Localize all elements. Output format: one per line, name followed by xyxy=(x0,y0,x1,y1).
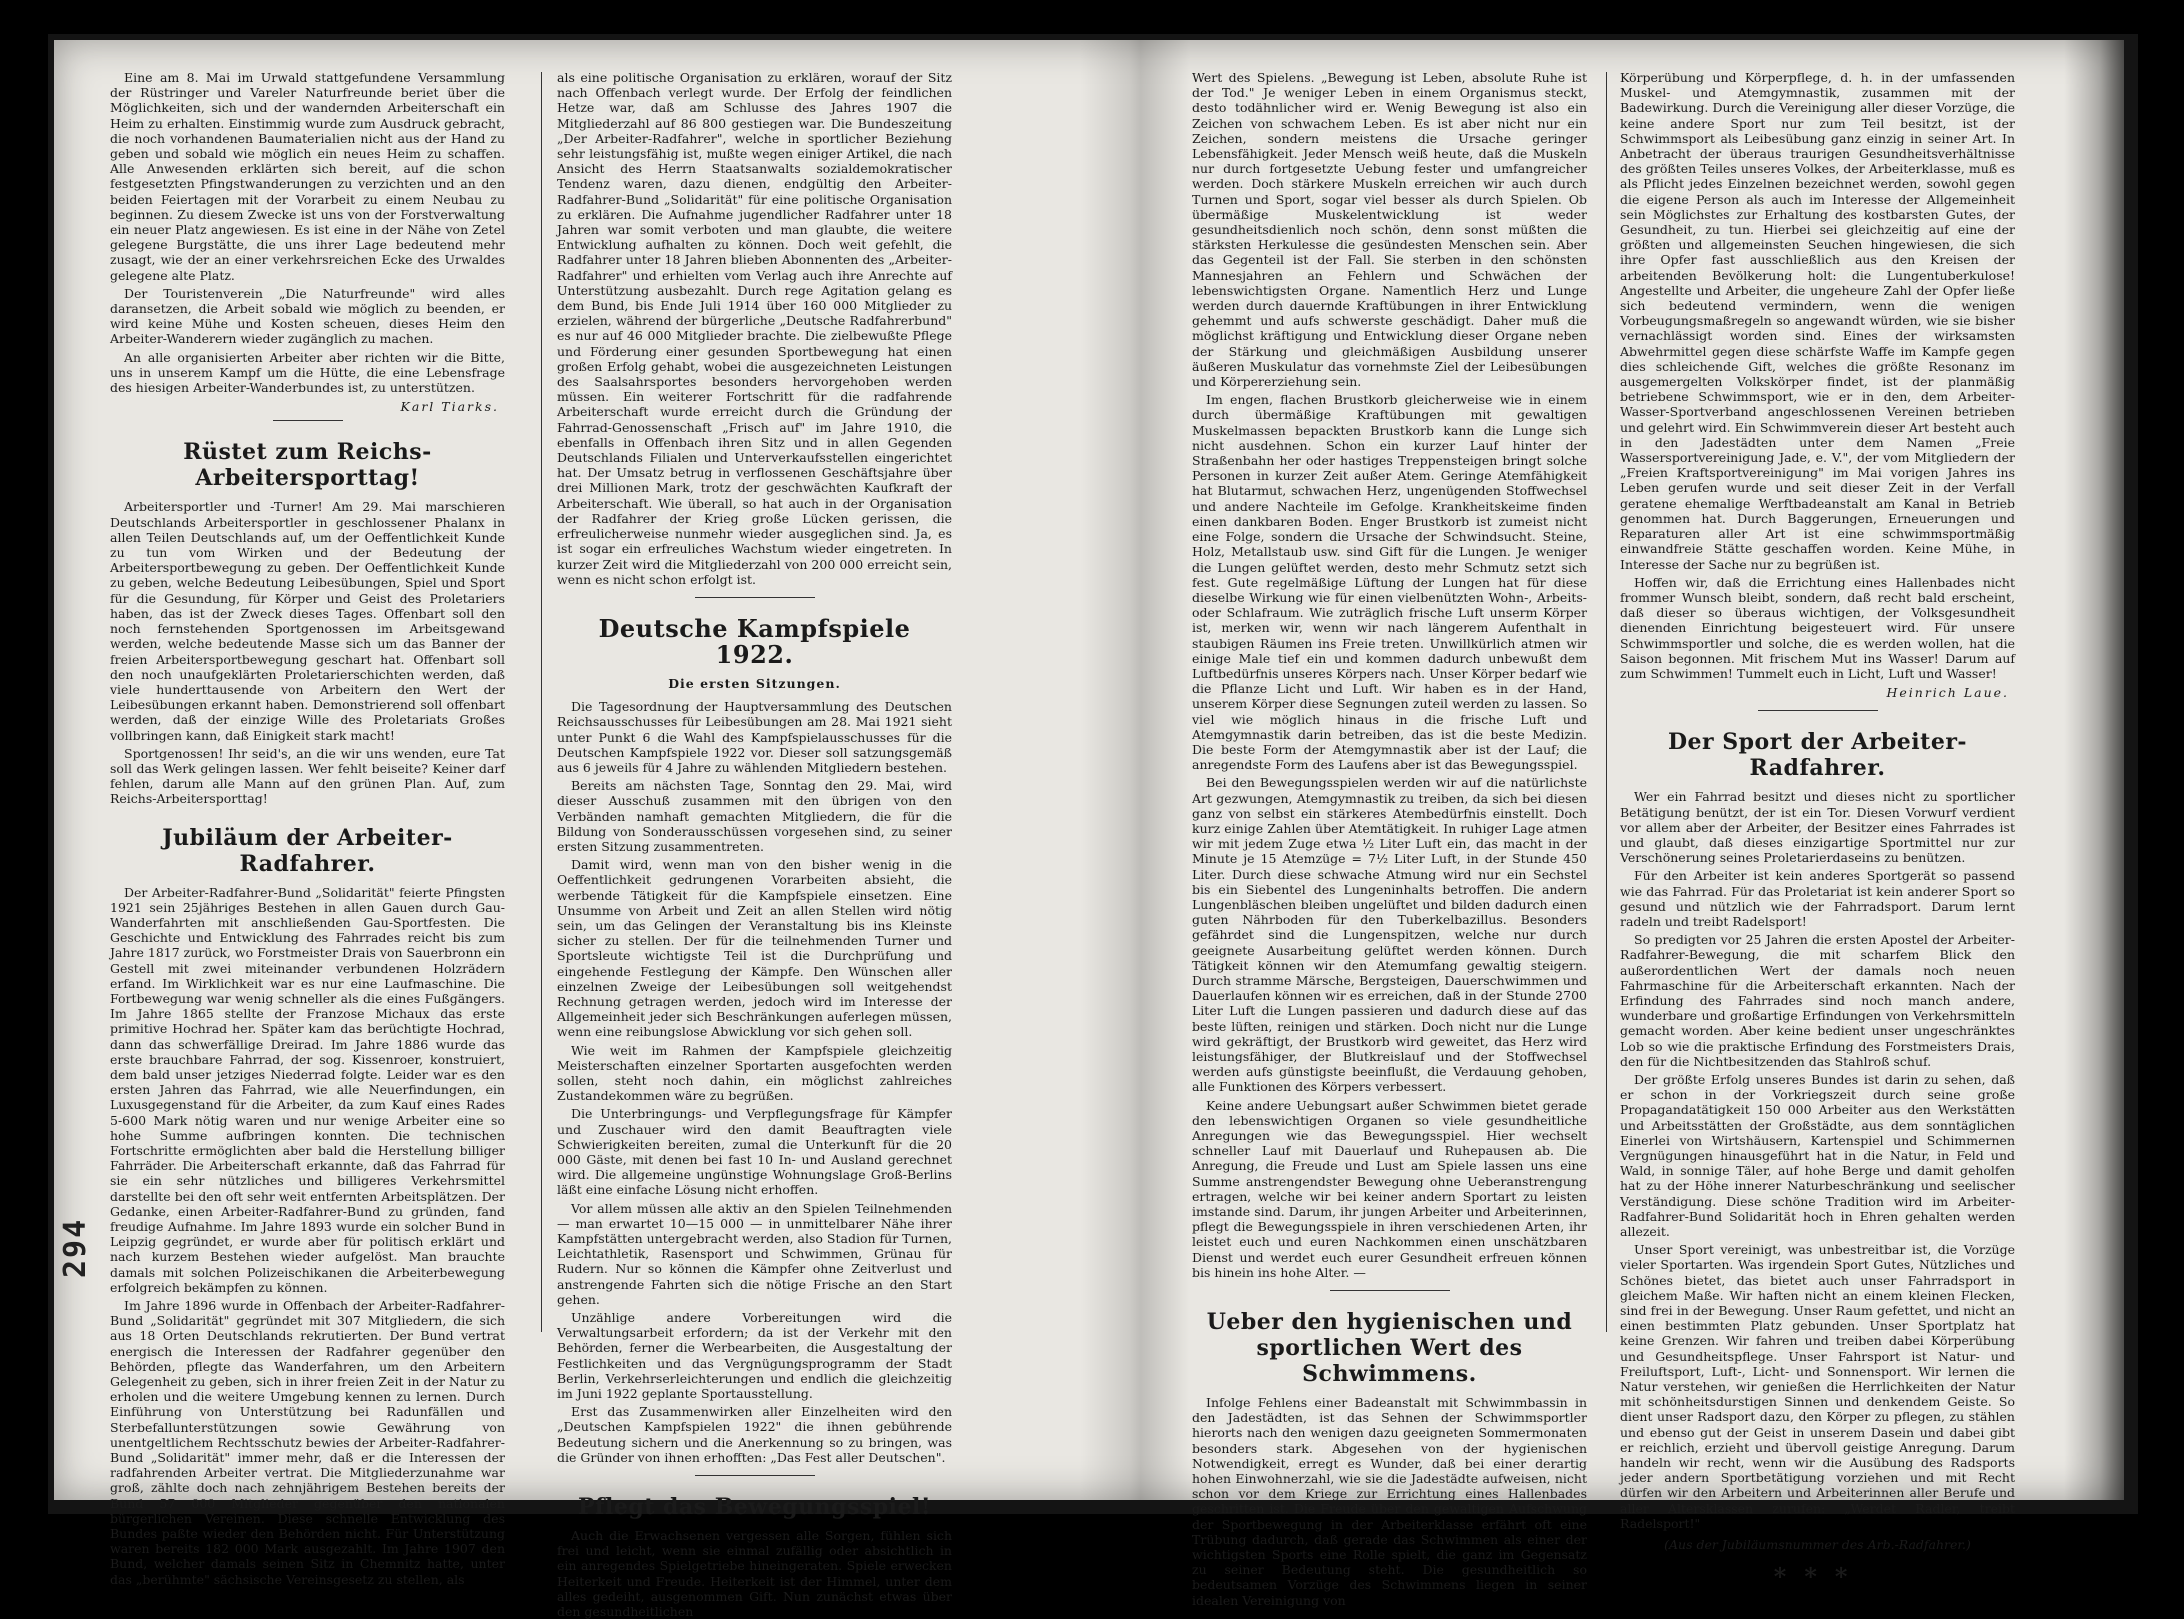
headline: Ueber den hygienischen und sportlichen Wert des Schwimmens. xyxy=(1206,1309,1573,1388)
paragraph: Unser Sport vereinigt, was unbestreitbar ist, die Vorzüge vieler Sportarten. Was irgendein Sport Gutes, Nützliches und Schönes bietet, das bietet auch unser Fahrradsport in gleichem Maße. Wir haften nicht an einem kleinen Flecken, sind frei in der Bewegung. Unser Raum gefettet, und nicht an einen bestimmten Platz gebunden. Unser Sportplatz hat keine Grenzen. Wir fahren und treiben dabei Körperübung und Gesundheitspflege. Unser Fahrsport ist Natur- und Freiluftsport, Luft-, Licht- und Sonnensport. Wir lernen die Natur verstehen, wir genießen die Herrlichkeiten der Natur mit schönheitsdurstigen Sinnen und denkendem Geiste. So dient unser Radsport dazu, den Körper zu pflegen, zu stählen und ebenso gut der Geist in unserem Dasein und dabei gibt er reichlich, erzieht und übervoll geistige Anregung. Darum handeln wir recht, wenn wir die Ausübung des Radsports jeder andern Sportbetätigung vorziehen und mit Recht dürfen wir den Arbeitern und Arbeiterinnen aller Berufe und aller Altersklassen zurufen: „Werdet Radler, treibt Radelsport!" xyxy=(1620,1242,2015,1531)
paragraph: als eine politische Organisation zu erklären, worauf der Sitz nach Offenbach verlegt wurde. Der Erfolg der feindlichen Hetze war, daß am Schlusse des Jahres 1907 die Mitgliederzahl auf 86 800 gestiegen war. Die Bundeszeitung „Der Arbeiter-Radfahrer", welche in sportlicher Beziehung sehr leistungsfähig ist, mußte wegen einiger Artikel, die nach Ansicht des Herrn Staatsanwalts sozialdemokratischer Tendenz waren, dazu dienen, endgültig den Arbeiter-Radfahrer-Bund „Solidarität" für eine politische Organisation zu erklären. Die Aufnahme jugendlicher Radfahrer unter 18 Jahren war somit verboten und man glaubte, die weitere Entwicklung aufhalten zu können. Doch weit gefehlt, die Radfahrer unter 18 Jahren blieben Abonnenten des „Arbeiter-Radfahrer" und erhielten vom Verlag auch ihre Anrechte auf Unterstützung ausbezahlt. Durch rege Agitation gelang es dem Bund, bis Ende Juli 1914 über 160 000 Mitglieder zu erzielen, während der bürgerliche „Deutsche Radfahrerbund" es nur auf 46 000 Mitglieder brachte. Die zielbewußte Pflege und Förderung einer gesunden Sportbewegung hat einen großen Erfolg gehabt, wobei die ausgezeichneten Leistungen des Saalsahrsportes besonders hervorgehoben werden müssen. Ein weiterer Fortschritt für die radfahrende Arbeiterschaft wurde erreicht durch die Gründung der Fahrrad-Genossenschaft „Frisch auf" im Jahre 1910, die ebenfalls in Offenbach ihren Sitz und in allen Gegenden Deutschlands Filialen und Unterverkaufsstellen eingerichtet hat. Der Umsatz betrug in verflossenen Geschäftsjahre über drei Millionen Mark, trotz der geschwächten Kaufkraft der Arbeiterschaft. Wie überall, so hat auch in der Organisation der Radfahrer der Krieg große Lücken gerissen, die erfreulicherweise nunmehr wieder ausgeglichen sind. Ja, es ist sogar ein erfreuliches Wachstum wieder eingetreten. In kurzer Zeit wird die Mitgliederzahl von 200 000 erreicht sein, wenn es nicht schon erfolgt ist. xyxy=(557,70,952,587)
column-2 xyxy=(557,70,952,1619)
paragraph: Für den Arbeiter ist kein anderes Sportgerät so passend wie das Fahrrad. Für das Proletariat ist kein anderer Sport so gesund und nützlich wie der Fahrradsport. Darum lernt radeln und treibt Radelsport! xyxy=(1620,868,2015,929)
paragraph: Erst das Zusammenwirken aller Einzelheiten wird den „Deutschen Kampfspielen 1922" die ihnen gebührende Bedeutung sichern und die Anerkennung so zu bringen, was die Gründer von ihnen erhofften: „Das Fest aller Deutschen". xyxy=(557,1404,952,1465)
column-1 xyxy=(110,70,505,1587)
separator xyxy=(695,597,815,598)
headline: Jubiläum der Arbeiter-Radfahrer. xyxy=(162,824,453,877)
paragraph: Körperübung und Körperpflege, d. h. in der umfassenden Muskel- und Atemgymnastik, zusammen mit der Badewirkung. Durch die Vereinigung aller dieser Vorzüge, die keine andere Sport nur zum Teil besitzt, ist der Schwimmsport als Leibesübung ganz einzig in seiner Art. In Anbetracht der überaus traurigen Gesundheitsverhältnisse des größten Teiles unseres Volkes, der Arbeiterklasse, muß es als Pflicht jedes Einzelnen bezeichnet werden, sowohl gegen die eigene Person als auch im Interesse der Allgemeinheit sein Möglichstes zur Erhaltung des kostbarsten Gutes, der Gesundheit, zu tun. Hierbei sei gleichzeitig auf eine der größten und allgemeinsten Seuchen hingewiesen, die sich ihre Opfer fast ausschließlich aus den Kreisen der arbeitenden Bevölkerung holt: die Lungentuberkulose! Angestellte und Arbeiter, die ungeheure Zahl der Opfer ließe sich bedeutend vermindern, wenn die wenigen Vorbeugungsmaßregeln so angewandt würden, wie sie bisher vernachlässigt worden sind. Eines der wirksamsten Abwehrmittel gegen diese schärfste Waffe im Kampfe gegen dies schleichende Gift, welches die größte Resonanz im ausgemergelten Volkskörper findet, ist der planmäßig betriebene Schwimmsport, wie er in den, dem Arbeiter-Wasser-Sportverband angeschlossenen Vereinen betrieben und gelehrt wird. Ein Schwimmverein dieser Art besteht auch in den Jadestädten unter dem Namen „Freie Wassersportvereinigung Jade, e. V.", der vom Mitgliedern der „Freien Kraftsportvereinigung" im Mai vorigen Jahres ins Leben gerufen wurde und seit dieser Zeit in der Verfall geratene ehemalige Werftbadeanstalt am Kanal in Betrieb genommen hat. Durch Baggerungen, Erneuerungen und Reparaturen aller Art ist eine schwimmsportmäßig einwandfreie Stätte geschaffen worden. Keine Mühe, in Interesse der Sache nur zu begrüßen ist. xyxy=(1620,70,2015,572)
subheadline: Die ersten Sitzungen. xyxy=(668,675,841,691)
paragraph: Hoffen wir, daß die Errichtung eines Hallenbades nicht frommer Wunsch bleibt, sondern, daß recht bald erscheint, daß dieser so überaus wichtigen, der Volksgesundheit dienenden Einrichtung beigesteuert wird. Für unsere Schwimmsportler und solche, die es werden wollen, hat die Saison begonnen. Mit frischem Mut ins Wasser! Darum auf zum Schwimmen! Tummelt euch in Licht, Luft und Wasser! xyxy=(1620,574,2015,681)
paragraph: Unzählige andere Vorbereitungen wird die Verwaltungsarbeit erfordern; da ist der Verkehr mit den Behörden, ferner die Werbearbeiten, die Ausgestaltung der Festlichkeiten und das Vergnügungsprogramm der Stadt Berlin, Verkehrserleichterungen und endlich die gleichzeitig im Juni 1922 geplante Sportausstellung. xyxy=(557,1310,952,1402)
paragraph: Der größte Erfolg unseres Bundes ist darin zu sehen, daß er schon in der Vorkriegszeit durch seine große Propagandatätigkeit 150 000 Arbeiter aus den Werkstätten und Arbeitsstätten der Großstädte, aus dem sonntäglichen Einerlei von Wirtshäusern, Kartenspiel und Schimmernen Vergnügungen hinausgeführt hat in die Natur, in Feld und Wald, in sonnige Täler, auf hohe Berge und damit geholfen hat zu der Höhe innerer Naturbeschränkung und seelischer Verständigung. Diese schöne Tradition wird im Arbeiter-Radfahrer-Bund Solidarität hoch in Ehren gehalten werden allezeit. xyxy=(1620,1071,2015,1240)
paragraph: Eine am 8. Mai im Urwald stattgefundene Versammlung der Rüstringer und Vareler Naturfreunde beriet über die Möglichkeiten, sich und der wandernden Arbeiterschaft ein Heim zu erhalten. Einstimmig wurde zum Ausdruck gebracht, die noch vorhandenen Baumaterialien nicht aus der Hand zu geben und sobald wie möglich ein neues Heim zu schaffen. Alle Anwesenden erklärten sich bereit, auf die schon festgesetzten Pfingstwanderungen zu verzichten und an den beiden Feiertagen mit der Vorarbeit zu einem Neubau zu beginnen. Zu diesem Zwecke ist uns von der Forstverwaltung ein neuer Platz angewiesen. Es ist eine in der Nähe von Zetel gelegene Burgstätte, die uns ihrer Lage bedeutend mehr zusagt, wie der an einer verkehrsreichen Ecke des Urwaldes gelegene alte Platz. xyxy=(110,70,505,283)
paragraph: Wer ein Fahrrad besitzt und dieses nicht zu sportlicher Betätigung benützt, der ist ein Tor. Diesen Vorwurf verdient vor allem aber der Arbeiter, der Besitzer eines Fahrrades ist und glaubt, daß dieses einzigartige Sportmittel nur zur Verschönerung seines Proletarierdaseins zu benützen. xyxy=(1620,789,2015,866)
paragraph: So predigten vor 25 Jahren die ersten Apostel der Arbeiter-Radfahrer-Bewegung, die mit scharfem Blick den außerordentlichen Wert der damals noch neuen Fahrmaschine für die Arbeiterschaft erkannten. Nach der Erfindung des Fahrrades sind noch manch andere, wunderbare und großartige Erfindungen von Verkehrsmitteln gemacht worden. Aber keine bedient unser ungeschränktes Lob so wie die praktische Erfindung des Forstmeisters Drais, den für die Nichtbesitzenden das Stahlroß schuf. xyxy=(1620,932,2015,1069)
paragraph: Im engen, flachen Brustkorb gleicherweise wie in einem durch übermäßige Kraftübungen mit gewaltigen Muskelmassen bepackten Brustkorb kann die Lunge sich nicht ausdehnen. Schon ein kurzer Lauf hinter der Straßenbahn her oder hastiges Treppensteigen bringt solche Personen in kurzer Zeit außer Atem. Geringe Atemfähigkeit hat Blutarmut, schwachen Herz, ungenügenden Stoffwechsel und andere Nachteile im Gefolge. Krankheitskeime finden einen dankbaren Boden. Enger Brustkorb ist zumeist nicht eine Folge, sondern die Ursache der Schwindsucht. Steine, Holz, Metallstaub usw. sind Gift für die Lungen. Je weniger die Lungen gelüftet werden, desto mehr Schmutz setzt sich fest. Gute regelmäßige Lüftung der Lungen hat für diese dieselbe Wirkung wie für einen vielbenützten Wohn-, Arbeits- oder Schlafraum. Wie zuträglich frische Luft unserm Körper ist, merken wir, wenn wir nach längerem Aufenthalt in staubigen Räumen ins Freie treten. Unwillkürlich atmen wir einige Male tief ein und kommen dadurch unbewußt dem Luftbedürfnis unseres Körpers nach. Unser Körper bedarf wie die Pflanze Licht und Luft. Wir haben es in der Hand, unserem Körper diese Segnungen zuteil werden zu lassen. So viel wie möglich hinaus in die frische Luft und Atemgymnastik darin betreiben, das ist die beste Medizin. Die beste Form der Atemgymnastik aber ist der Lauf; die anregendste Form des Laufens aber ist das Bewegungsspiel. xyxy=(1192,392,1587,773)
separator xyxy=(273,420,343,421)
paragraph: Der Touristenverein „Die Naturfreunde" wird alles daransetzen, die Arbeit sobald wie möglich zu beenden, er wird keine Mühe und Kosten scheuen, dieses Heim den Arbeiter-Wanderern wieder zugänglich zu machen. xyxy=(110,285,505,347)
headline: Pflegt das Bewegungsspiel! xyxy=(577,1494,932,1521)
paragraph: Vor allem müssen alle aktiv an den Spielen Teilnehmenden — man erwartet 10—15 000 — in unmittelbarer Nähe ihrer Kampfstätten untergebracht werden, also Stadion für Turnen, Leichtathletik, Rasensport und Schwimmen, Grünau für Rudern. Nur so können die Kämpfer ohne Zeitverlust und anstrengende Fahrten sich die nötige Frische an den Start gehen. xyxy=(557,1200,952,1307)
paragraph: Die Tagesordnung der Hauptversammlung des Deutschen Reichsausschusses für Leibesübungen am 28. Mai 1921 sieht unter Punkt 6 die Wahl des Kampfspielausschusses für die Deutschen Kampfspiele 1922 vor. Dieser soll satzungsgemäß aus 6 jeweils für 4 Jahre zu wählenden Mitgliedern bestehen. xyxy=(557,699,952,775)
separator xyxy=(1758,710,1878,711)
paragraph: Wie weit im Rahmen der Kampfspiele gleichzeitig Meisterschaften einzelner Sportarten ausgefochten werden sollen, steht noch dahin, ein möglichst zahlreiches Zustandekommen wäre zu begrüßen. xyxy=(557,1042,952,1104)
separator xyxy=(1330,1290,1450,1291)
paragraph: Sportgenossen! Ihr seid's, an die wir uns wenden, eure Tat soll das Werk gelingen lassen. Wer fehlt beiseite? Keiner darf fehlen, darum alle Mann auf den grünen Plan. Auf, zum Reichs-Arbeitersporttag! xyxy=(110,745,505,807)
page-number: 294 xyxy=(58,1217,93,1278)
paragraph: Der Arbeiter-Radfahrer-Bund „Solidarität" feierte Pfingsten 1921 sein 25jähriges Bestehen in allen Gauen durch Gau-Wanderfahrten mit anschließenden Gau-Sportfesten. Die Geschichte und Entwicklung des Fahrrades reicht bis zum Jahre 1817 zurück, wo Forstmeister Drais von Sauerbronn ein Gestell mit zwei miteinander verbundenen Holzrädern erfand. Im Wirklichkeit war es nur eine Laufmaschine. Die Fortbewegung war wenig schneller als die eines Fußgängers. Im Jahre 1865 stellte der Franzose Michaux das erste primitive Hochrad her. Später kam das berüchtigte Hochrad, dann das schwerfällige Dreirad. Im Jahre 1886 wurde das erste brauchbare Fahrrad, der sog. Kissenroer, konstruiert, dem bald unser jetziges Niederrad folgte. Leider war es den ersten Jahren das Fahrrad, wie alle Neuerfindungen, ein Luxusgegenstand für die Arbeiter, da zum Kauf eines Rades 5-600 Mark nötig waren und nur wenige Arbeiter eine so hohe Summe aufbringen konnten. Die technischen Fortschritte ermöglichten aber bald die Herstellung billiger Fahrräder. Die Arbeiterschaft erkannte, daß das Fahrrad für sie ein sehr nützliches und billigeres Verkehrsmittel darstellte bei den oft sehr weit entfernten Arbeitsplätzen. Der Gedanke, einen Arbeiter-Radfahrer-Bund zu gründen, fand freudige Aufnahme. Im Jahre 1893 wurde ein solcher Bund in Leipzig gegründet, er wurde aber für politisch erklärt und nach kurzem Bestehen wieder aufgelöst. Man brauchte damals mit solchen Polizeischikanen die Arbeiterbewegung erfolgreich bekämpfen zu können. xyxy=(110,884,505,1295)
signature: Heinrich Laue. xyxy=(1886,685,2009,701)
paragraph: Bei den Bewegungsspielen werden wir auf die natürlichste Art gezwungen, Atemgymnastik zu treiben, da sich bei diesen ganz von selbst ein stärkeres Atembedürfnis einstellt. Doch kurz einige Zahlen über Atemtätigkeit. In ruhiger Lage atmen wir mit jedem Zuge etwa ½ Liter Luft ein, das macht in der Minute je 15 Atemzüge = 7½ Liter Luft, in der Stunde 450 Liter. Durch diese schwache Atmung wird nur ein Sechstel bis ein Siebentel des Lungeninhalts betroffen. Die andern Lungenbläschen bleiben ungelüftet und bilden dadurch einen guten Nährboden für den Tuberkelbazillus. Besonders gefährdet sind die Lungenspitzen, welche nur durch geeignete Ausarbeitung gelüftet werden können. Durch Tätigkeit können wir den Atemumfang gewaltig steigern. Durch stramme Märsche, Bergsteigen, Dauerschwimmen und Dauerlaufen können wir es erreichen, daß in der Stunde 2700 Liter Luft die Lungen passieren und dadurch diese auf das beste lüften, reinigen und stärken. Doch nicht nur die Lunge wird gekräftigt, der Brustkorb wird geweitet, das Herz wird leistungsfähiger, der Blutkreislauf und der Stoffwechsel werden aufs günstigste beeinflußt, die Verdauung gehoben, alle Funktionen des Körpers verbessert. xyxy=(1192,775,1587,1095)
end-mark: ∗∗∗ xyxy=(1771,1557,1864,1587)
headline: Rüstet zum Reichs-Arbeitersporttag! xyxy=(183,439,432,492)
column-rule xyxy=(541,72,542,1332)
paragraph: Arbeitersportler und -Turner! Am 29. Mai marschieren Deutschlands Arbeitersportler in geschlossener Phalanx in allen Teilen Deutschlands auf, um der Oeffentlichkeit Kunde zu tun vom Wirken und der Bedeutung der Arbeitersportbewegung zu geben. Der Oeffentlichkeit Kunde zu geben, welche Bedeutung Leibesübungen, Spiel und Sport für die Gesundung, für Körper und Geist des Proletariers haben, das ist der Zweck dieses Tages. Offenbart soll den noch fernstehenden Sportgenossen im Arbeitsgewand werden, welche bedeutende Masse sich um das Banner der freien Arbeitersportbewegung geschart hat. Offenbart soll den noch unaufgeklärten Proletarierschichten werden, daß viele hunderttausende von Arbeitern den Wert der Leibesübungen erkannt haben. Demonstrierend soll offenbart werden, daß der einzige Wille des Proletariats Großes vollbringen kann, daß Einigkeit stark macht! xyxy=(110,499,505,743)
paragraph: Infolge Fehlens einer Badeanstalt mit Schwimmbassin in den Jadestädten, ist das Sehnen der Schwimmsportler hierorts nach den wenigen dazu geeigneten Sommermonaten besonders stark. Abgesehen von der hygienischen Notwendigkeit, erregt es Wunder, daß bei einer derartig hohen Einwohnerzahl, wie sie die Jadestädte aufweisen, nicht schon vor dem Kriege zur Errichtung eines Hallenbades geschritten ist. Die Freude über den gewaltigen Aufschwung der Sportbewegung in der Arbeiterklasse erfährt oft eine Trübung dadurch, daß gerade das Schwimmen als einer der wichtigsten Sports eine Rolle spielt, die ganz im Gegensatz zu seiner Bedeutung steht. Die gesundheitlich so bedeutsamen Vorzüge des Schwimmens liegen in seiner idealen Vereinigung von xyxy=(1192,1395,1587,1608)
separator xyxy=(695,1475,815,1476)
paragraph: Auch die Erwachsenen vergessen alle Sorgen, fühlen sich frei und leicht, wenn sie einmal zufällig oder absichtlich in ein anregendes Spielgetriebe hineingeraten. Spiele erwecken Heiterkeit und Freude. Heiterkeit ist der Himmel, unter dem alles gedeiht, ausgenommen Gift. Nun zunächst etwas über den gesundheitlichen xyxy=(557,1528,952,1619)
paragraph: Im Jahre 1896 wurde in Offenbach der Arbeiter-Radfahrer-Bund „Solidarität" gegründet mit 307 Mitgliedern, die sich aus 18 Orten Deutschlands rekrutierten. Der Bund vertrat energisch die Interessen der Radfahrer gegenüber den Behörden, pflegte das Wanderfahren, um den Arbeitern Gelegenheit zu geben, sich in ihrer freien Zeit in der Natur zu erholen und die weitere Umgebung kennen zu lernen. Durch Einführung von Unterstützung bei Radunfällen und Sterbefallunterstützungen sowie Gewährung von unentgeltlichem Rechtsschutz bewies der Arbeiter-Radfahrer-Bund „Solidarität" immer mehr, daß er die Interessen der radfahrenden Arbeiter vertrat. Die Mitgliederzunahme war groß, zählte doch nach zehnjährigem Bestehen bereits der Bund 57 000 Mitglieder gegenüber den nationalen bürgerlichen Vereinen. Diese schnelle Entwicklung des Bundes paßte wieder den Behörden nicht. Für Unterstützung waren bereits 182 000 Mark ausgezahlt. Im Jahre 1907 den Bund, welcher damals seinen Sitz in Chemnitz hatte, unter das „berühmte" sächsische Vereinsgesetz zu stellen, als xyxy=(110,1298,505,1587)
paragraph: Keine andere Uebungsart außer Schwimmen bietet gerade den lebenswichtigen Organen so viele gesundheitliche Anregungen wie das Bewegungsspiel. Hier wechselt schneller Lauf mit Dauerlauf und Ruhepausen ab. Die Anregung, die Freude und Lust am Spiele lassen uns eine Summe anstrengendster Bewegung ohne Ueberanstrengung ertragen, welche wir bei keiner andern Sportart zu leisten imstande sind. Darum, ihr jungen Arbeiter und Arbeiterinnen, pflegt die Bewegungsspiele in ihren verschiedenen Arten, ihr leistet euch und euren Nachkommen einen unschätzbaren Dienst und werdet euch eurer Gesundheit erfreuen können bis hinein ins hohe Alter. — xyxy=(1192,1097,1587,1280)
signature: Karl Tiarks. xyxy=(400,399,499,415)
paragraph: Damit wird, wenn man von den bisher wenig in die Oeffentlichkeit gedrungenen Vorarbeiten absieht, die werbende Tätigkeit für die Kampfspiele einsetzen. Eine Unsumme von Arbeit und Zeit an allen Stellen wird nötig sein, um das Gelingen der Veranstaltung bis ins Kleinste sicher zu stellen. Der für die teilnehmenden Turner und Sportsleute wichtigste Teil ist die Durchprüfung und eingehende Festlegung der Kämpfe. Den Wünschen aller einzelnen Zweige der Leibesübungen soll weitgehendst Rechnung getragen werden, jedoch wird im Interesse der Allgemeinheit jeder sich Beschränkungen auferlegen müssen, wenn eine reibungslose Abwicklung vor sich gehen soll. xyxy=(557,857,952,1040)
paragraph: Die Unterbringungs- und Verpflegungsfrage für Kämpfer und Zuschauer wird den damit Beauftragten viele Schwierigkeiten bereiten, zumal die Unterkunft für die 20 000 Gäste, mit denen bei fast 10 In- und Ausland gerechnet wird. Die allgemeine ungünstige Wohnungslage Groß-Berlins läßt eine einfache Lösung nicht erhoffen. xyxy=(557,1106,952,1198)
paragraph: An alle organisierten Arbeiter aber richten wir die Bitte, uns in unserem Kampf um die Hütte, die eine Lebensfrage des hiesigen Arbeiter-Wanderbundes ist, zu unterstützen. xyxy=(110,349,505,396)
column-4 xyxy=(1620,70,2015,1587)
headline: Der Sport der Arbeiter-Radfahrer. xyxy=(1667,729,1968,782)
paragraph: Bereits am nächsten Tage, Sonntag den 29. Mai, wird dieser Ausschuß zusammen mit den übrigen von den Verbänden namhaft gemachten Mitgliedern, die für die Bildung von Sonderausschüssen vorgesehen sind, zu seiner ersten Sitzung zusammentreten. xyxy=(557,778,952,854)
column-3 xyxy=(1192,70,1587,1608)
page-gutter xyxy=(1080,40,1190,1500)
column-rule xyxy=(1606,72,1607,1332)
source-note: (Aus der Jubiläumsnummer des Arb.-Radfahrer.) xyxy=(1664,1537,1971,1553)
paragraph: Wert des Spielens. „Bewegung ist Leben, absolute Ruhe ist der Tod." Je weniger Leben in einem Organismus steckt, desto todähnlicher wird er. Wenig Bewegung ist also ein Zeichen von schwachem Leben. Es ist aber nicht nur ein Zeichen, sondern meistens die Ursache geringer Lebensfähigkeit. Jeder Mensch weiß heute, daß die Muskeln nur durch fortgesetzte Uebung fester und umfangreicher werden. Doch stärkere Muskeln erreichen wir auch durch Turnen und Sport, sogar viel besser als durch Spielen. Ob übermäßige Muskelentwicklung ist weder gesundheitsdienlich noch schön, denn sonst müßten die stärksten Herkulesse die gesündesten Menschen sein. Aber das Gegenteil ist der Fall. Sie sterben in den schönsten Mannesjahren an Fehlern und Schwächen der lebenswichtigsten Organe. Namentlich Herz und Lunge werden durch dauernde Kraftübungen in ihrer Entwicklung gehemmt und aufs schwerste geschädigt. Daher muß die möglichst kräftigung und Entwicklung dieser Organe neben der Stärkung und gleichmäßigen Ausbildung unserer äußeren Muskulatur das vornehmste Ziel der Leibesübungen und Körpererziehung sein. xyxy=(1192,70,1587,390)
headline: Deutsche Kampfspiele 1922. xyxy=(598,613,911,669)
